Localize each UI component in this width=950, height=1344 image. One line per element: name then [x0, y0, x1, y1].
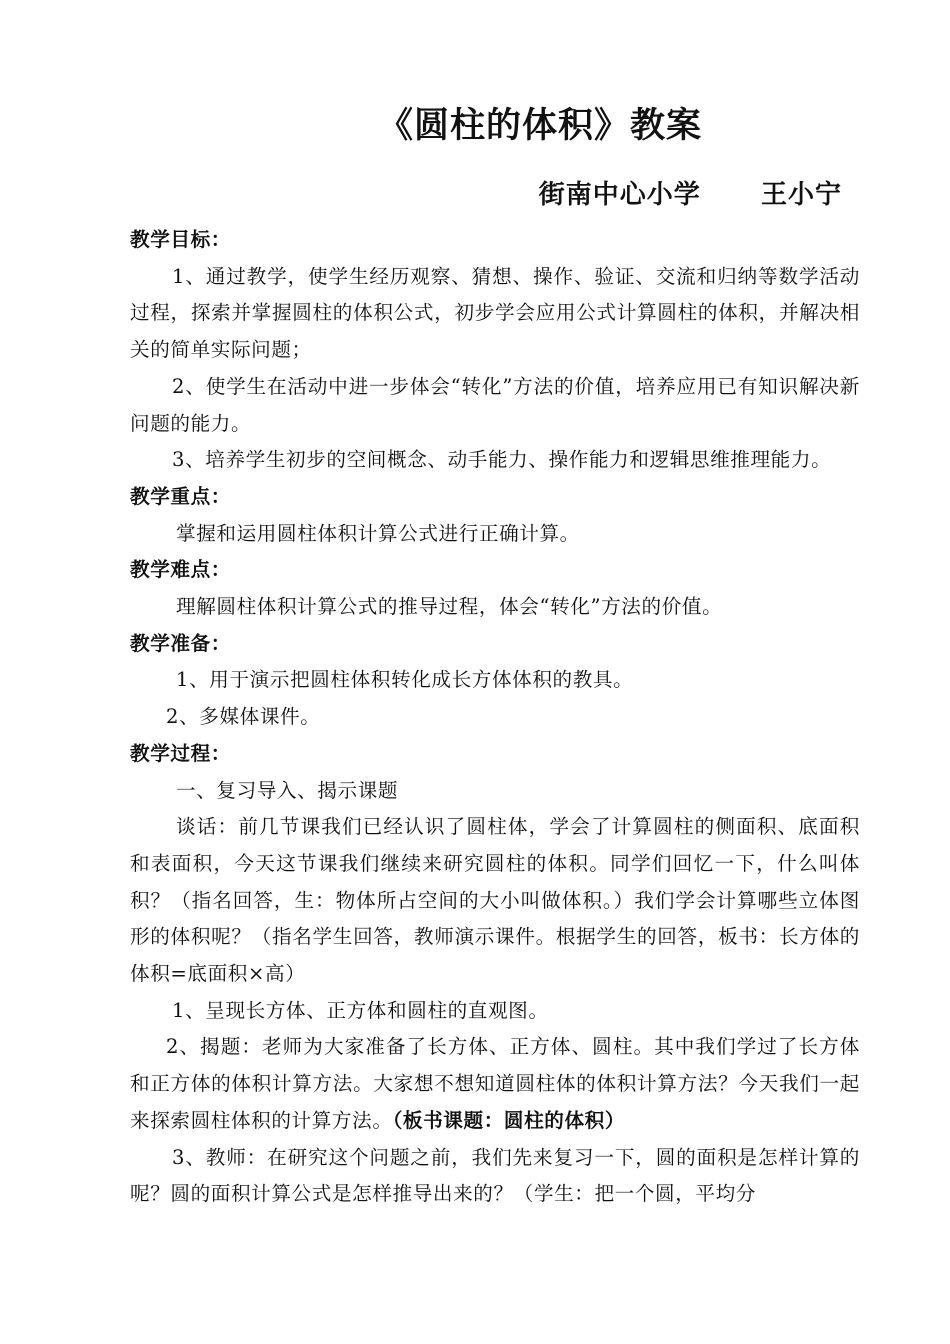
- process-item-1: 1、呈现长方体、正方体和圆柱的直观图。: [172, 998, 549, 1022]
- board-topic-note: （板书课题：圆柱的体积）: [392, 1108, 626, 1132]
- document-body: [130, 222, 860, 1213]
- key-points-text: 掌握和运用圆柱体积计算公式进行正确计算。: [176, 521, 580, 545]
- process-item-3: 3、教师：在研究这个问题之前，我们先来复习一下，圆的面积是怎样计算的呢？圆的面积计算公式是怎样推导出来的？（学生：把一个圆，平均分: [130, 1145, 860, 1206]
- preparation-item-2: 2、多媒体课件。: [166, 705, 321, 729]
- goal-1-paragraph: 1、通过教学，使学生经历观察、猜想、操作、验证、交流和归纳等数学活动过程，探索并掌握圆柱的体积公式，初步学会应用公式计算圆柱的体积，并解决相关的简单实际问题；: [130, 264, 860, 362]
- difficulty-text: 理解圆柱体积计算公式的推导过程，体会“转化”方法的价值。: [176, 595, 723, 619]
- preparation-heading: 教学准备：: [130, 631, 231, 655]
- preparation-item-1: 1、用于演示把圆柱体积转化成长方体体积的教具。: [176, 668, 634, 692]
- goal-3-paragraph: 3、培养学生初步的空间概念、动手能力、操作能力和逻辑思维推理能力。: [172, 448, 832, 472]
- step-1-title: 一、复习导入、揭示课题: [176, 778, 399, 802]
- key-points-heading: 教学重点：: [130, 484, 231, 508]
- goal-2-paragraph: 2、使学生在活动中进一步体会“转化”方法的价值，培养应用已有知识解决新问题的能力。: [130, 374, 860, 435]
- process-item-2: [130, 1029, 860, 1139]
- talk-paragraph: 谈话：前几节课我们已经认识了圆柱体，学会了计算圆柱的侧面积、底面积和表面积，今天这节课我们继续来研究圆柱的体积。同学们回忆一下，什么叫体积？（指名回答，生：物体所占空间的大小叫做体积。）我们学会计算哪些立体图形的体积呢？（指名学生回答，教师演示课件。根据学生的回答，板书：长方体的体积=底面积×高）: [130, 815, 860, 986]
- process-item-2-text: 2、揭题：老师为大家准备了长方体、正方体、圆柱。其中我们学过了长方体和正方体的体积计算方法。大家想不想知道圆柱体的体积计算方法？今天我们一起来探索圆柱体积的计算方法。: [130, 1035, 860, 1132]
- process-heading: 教学过程：: [130, 741, 231, 765]
- document-title: 《圆柱的体积》教案: [377, 105, 702, 146]
- difficulty-heading: 教学难点：: [130, 558, 231, 582]
- goals-heading: 教学目标：: [130, 228, 231, 251]
- author-line: 街南中心小学 王小宁: [538, 180, 842, 210]
